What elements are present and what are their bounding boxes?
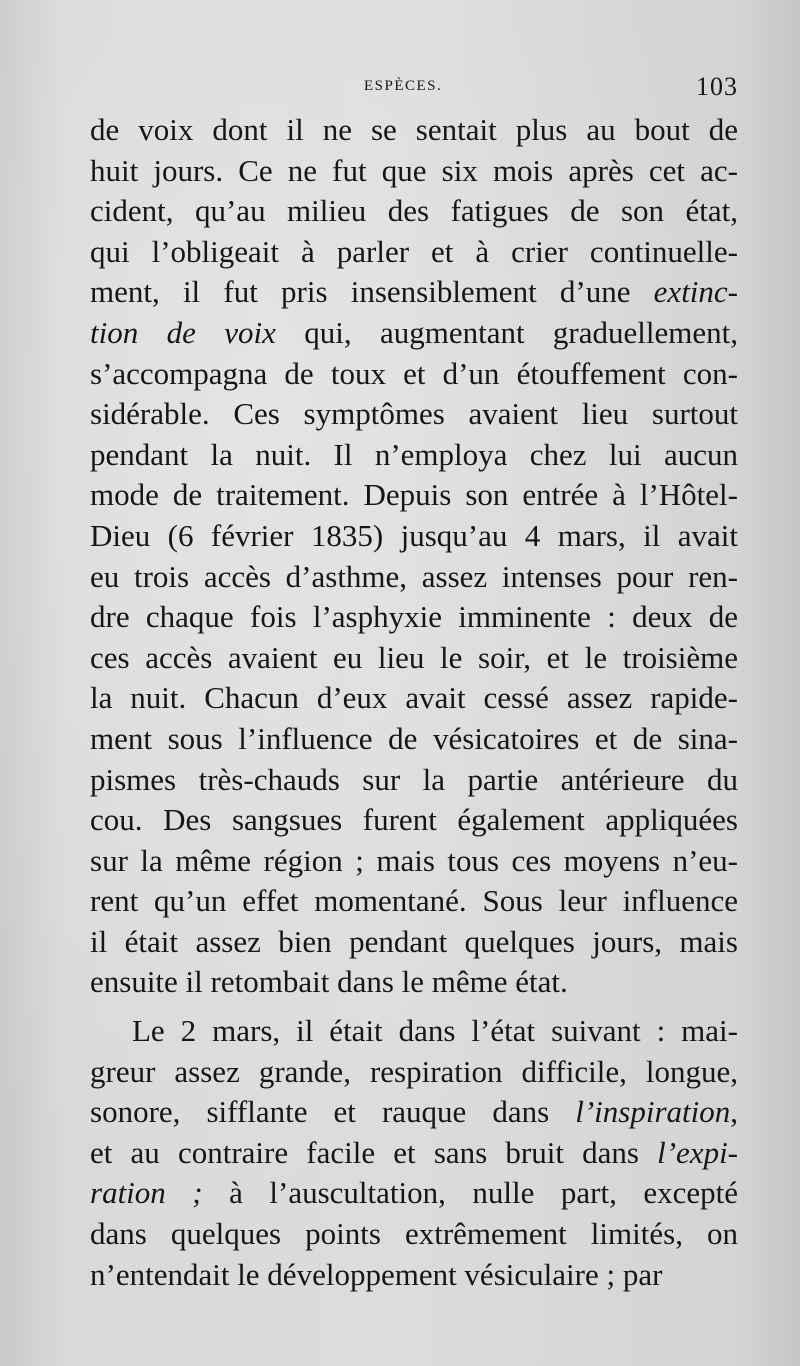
text-run: , bbox=[730, 1094, 738, 1130]
text-line bbox=[90, 1214, 738, 1255]
text-run: la nuit. Chacun d’eux avait cessé assez rapide- bbox=[90, 680, 738, 716]
text-run: qui, augmentant graduellement, bbox=[275, 314, 738, 350]
text-line bbox=[90, 475, 738, 516]
text-run: cou. Des sangsues furent également appliquées bbox=[90, 802, 738, 838]
text-run: rent qu’un effet momentané. Sous leur influence bbox=[90, 883, 738, 919]
text-run: s’accompagna de toux et d’un étouffement con- bbox=[90, 355, 738, 391]
text-line bbox=[90, 881, 738, 922]
text-run: dans quelques points extrêmement limités, on bbox=[90, 1216, 738, 1252]
text-run: sonore, sifflante et rauque dans bbox=[90, 1094, 576, 1130]
text-line bbox=[90, 110, 738, 151]
text-run: pismes très-chauds sur la partie antérieure du bbox=[90, 761, 738, 797]
paragraph-gap bbox=[90, 1003, 738, 1011]
text-run: sur la même région ; mais tous ces moyens n’eu- bbox=[90, 842, 738, 878]
italic-text: tion de voix bbox=[90, 314, 276, 350]
text-run: ment sous l’influence de vésicatoires et de sina- bbox=[90, 720, 738, 756]
text-run: Dieu (6 février 1835) jusqu’au 4 mars, il avait bbox=[90, 517, 738, 553]
text-line bbox=[90, 962, 738, 1003]
text-line bbox=[90, 557, 738, 598]
text-line bbox=[90, 1092, 738, 1133]
text-run: eu trois accès d’asthme, assez intenses pour ren- bbox=[90, 558, 738, 594]
text-line bbox=[90, 394, 738, 435]
text-run: cident, qu’au milieu des fatigues de son état, bbox=[90, 193, 738, 229]
text-line bbox=[90, 760, 738, 801]
page-number: 103 bbox=[696, 72, 738, 101]
text-run: et au contraire facile et sans bruit dans bbox=[90, 1134, 658, 1170]
text-run: ces accès avaient eu lieu le soir, et le troisième bbox=[90, 639, 738, 675]
text-run: sidérable. Ces symptômes avaient lieu surtout bbox=[90, 396, 738, 432]
text-run: huit jours. Ce ne fut que six mois après cet ac- bbox=[90, 152, 738, 188]
paragraph-2 bbox=[90, 1011, 738, 1295]
text-run: greur assez grande, respiration difficile, longue, bbox=[90, 1053, 738, 1089]
text-run: mode de traitement. Depuis son entrée à l’Hôtel- bbox=[90, 477, 738, 513]
text-line bbox=[90, 678, 738, 719]
text-line bbox=[90, 313, 738, 354]
text-line bbox=[90, 638, 738, 679]
text-run: à l’auscultation, nulle part, excepté bbox=[202, 1175, 738, 1211]
body-text bbox=[90, 110, 738, 1295]
italic-text: extinc- bbox=[653, 274, 738, 310]
text-line bbox=[90, 1052, 738, 1093]
italic-text: l’expi- bbox=[657, 1134, 738, 1170]
text-line bbox=[90, 232, 738, 273]
text-run: ensuite il retombait dans le même état. bbox=[90, 964, 568, 1000]
italic-text: l’inspiration bbox=[575, 1094, 731, 1130]
text-line bbox=[90, 272, 738, 313]
text-line bbox=[90, 1255, 738, 1296]
page-header bbox=[92, 72, 738, 102]
text-line bbox=[90, 435, 738, 476]
text-line bbox=[90, 922, 738, 963]
text-run: pendant la nuit. Il n’employa chez lui aucun bbox=[90, 436, 738, 472]
text-run: dre chaque fois l’asphyxie imminente : deux de bbox=[90, 599, 738, 635]
text-line bbox=[90, 719, 738, 760]
text-run: n’entendait le développement vésiculaire ; par bbox=[90, 1256, 663, 1292]
text-line bbox=[90, 800, 738, 841]
text-line bbox=[90, 1133, 738, 1174]
paragraph-1 bbox=[90, 110, 738, 1003]
text-line bbox=[90, 1011, 738, 1052]
text-run: il était assez bien pendant quelques jours, mais bbox=[90, 923, 738, 959]
text-line bbox=[90, 191, 738, 232]
text-line bbox=[90, 1173, 738, 1214]
text-run: Le 2 mars, il était dans l’état suivant : mai- bbox=[132, 1013, 738, 1049]
text-run: qui l’obligeait à parler et à crier continuelle- bbox=[90, 233, 738, 269]
text-line bbox=[90, 841, 738, 882]
running-head: ESPÈCES. bbox=[364, 78, 443, 94]
text-run: de voix dont il ne se sentait plus au bout de bbox=[90, 112, 738, 147]
text-line bbox=[90, 516, 738, 557]
text-line bbox=[90, 354, 738, 395]
italic-text: ration ; bbox=[90, 1175, 203, 1211]
text-line bbox=[90, 597, 738, 638]
text-line bbox=[90, 151, 738, 192]
text-run: ment, il fut pris insensiblement d’une bbox=[90, 274, 654, 310]
